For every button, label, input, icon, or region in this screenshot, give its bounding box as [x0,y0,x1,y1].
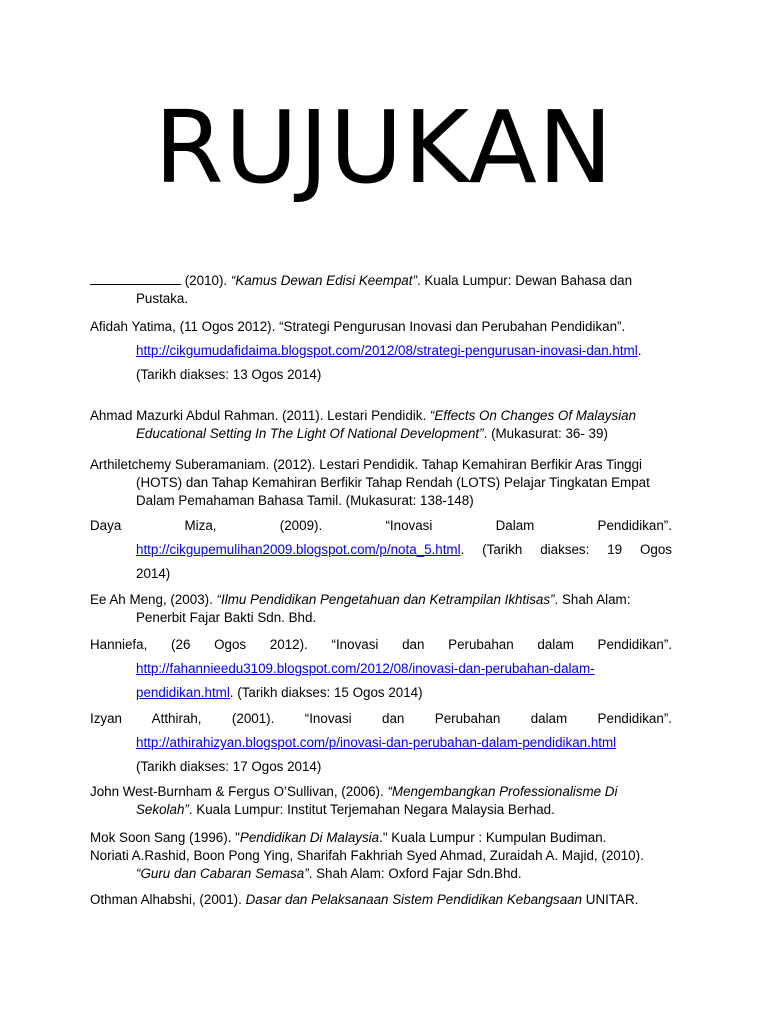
page-title: RUJUKAN [154,89,614,206]
reference-item: Noriati A.Rashid, Boon Pong Ying, Sharifah Fakhriah Syed Ahmad, Zuraidah A. Majid, (2010). “Guru dan Cabaran Semasa”. Shah Alam: Oxford Fajar Sdn.Bhd. [90,848,644,881]
reference-item: Daya Miza, (2009). “Inovasi Dalam Pendidikan”. http://cikgupemulihan2009.blogspot.com/p/nota_5.html. (Tarikh diakses: 19 Ogos 2014) [90,518,672,581]
reference-item: Mok Soon Sang (1996). "Pendidikan Di Malaysia." Kuala Lumpur : Kumpulan Budiman. [90,830,607,845]
reference-item: Afidah Yatima, (11 Ogos 2012). “Strategi Pengurusan Inovasi dan Perubahan Pendidikan”. http://cikgumudafidaima.blogspot.com/2012/08/strategi-pengurusan-inovasi-dan.html. (Tarikh diakses: 13 Ogos 2014) [90,319,642,382]
author-blank-line [90,273,181,285]
reference-item: Izyan Atthirah, (2001). “Inovasi dan Perubahan dalam Pendidikan”. http://athirahizyan.blogspot.com/p/inovasi-dan-perubahan-dalam-pendidikan.html (Tarikh diakses: 17 Ogos 2014) [90,711,672,774]
reference-item: John West-Burnham & Fergus O’Sullivan, (2006). “Mengembangkan Professionalisme Di Sekolah”. Kuala Lumpur: Institut Terjemahan Negara Malaysia Berhad. [90,784,618,817]
reference-link[interactable]: http://cikgumudafidaima.blogspot.com/2012/08/strategi-pengurusan-inovasi-dan.html [136,343,638,358]
reference-item: Ee Ah Meng, (2003). “Ilmu Pendidikan Pengetahuan dan Ketrampilan Ikhtisas”. Shah Alam: Penerbit Fajar Bakti Sdn. Bhd. [90,592,631,625]
reference-item: Othman Alhabshi, (2001). Dasar dan Pelaksanaan Sistem Pendidikan Kebangsaan UNITAR. [90,892,639,907]
reference-link[interactable]: http://fahannieedu3109.blogspot.com/2012/08/inovasi-dan-perubahan-dalam- [136,661,595,676]
reference-link[interactable]: http://athirahizyan.blogspot.com/p/inovasi-dan-perubahan-dalam-pendidikan.html [136,735,617,750]
reference-item: Ahmad Mazurki Abdul Rahman. (2011). Lestari Pendidik. “Effects On Changes Of Malaysian Educational Setting In The Light Of National Development”. (Mukasurat: 36- 39) [90,408,637,441]
reference-item: Hanniefa, (26 Ogos 2012). “Inovasi dan Perubahan dalam Pendidikan”. http://fahannieedu3109.blogspot.com/2012/08/inovasi-dan-perubahan-dalam- pendidikan.html. (Tarikh diakses: 15 Ogos 2014) [90,637,672,700]
reference-link-continued[interactable]: pendidikan.html [136,685,230,700]
reference-item: Arthiletchemy Suberamaniam. (2012). Lestari Pendidik. Tahap Kemahiran Berfikir Aras Tinggi (HOTS) dan Tahap Kemahiran Berfikir Tahap Rendah (LOTS) Pelajar Tingkatan Empat Dalam Pemahaman Bahasa Tamil. (Mukasurat: 138-148) [90,457,650,508]
reference-item: (2010). “Kamus Dewan Edisi Keempat”. Kuala Lumpur: Dewan Bahasa dan Pustaka. [90,272,672,308]
reference-link[interactable]: http://cikgupemulihan2009.blogspot.com/p/nota_5.html [136,542,461,557]
